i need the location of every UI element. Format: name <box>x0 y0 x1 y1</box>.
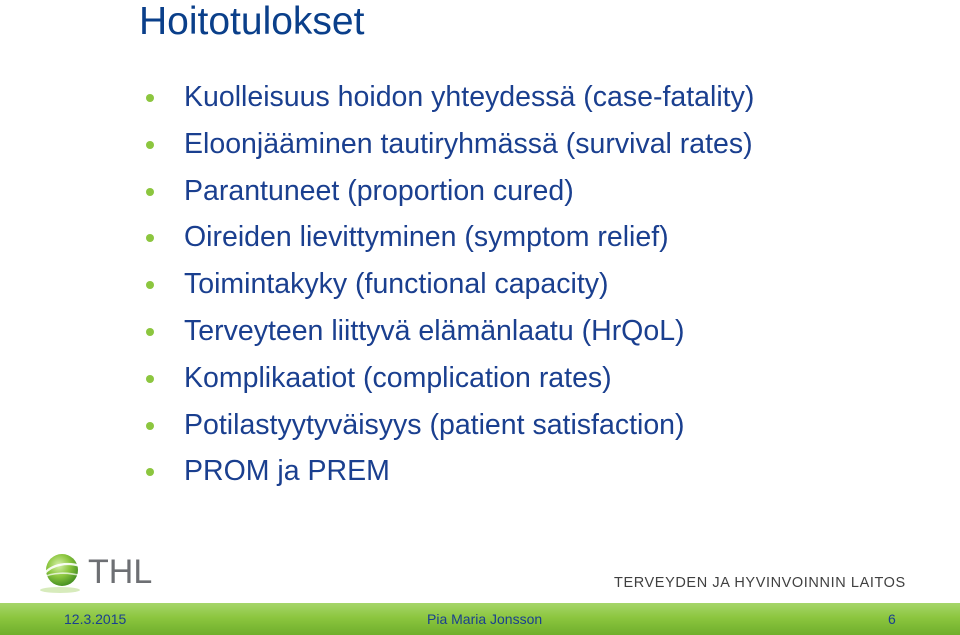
institute-name: TERVEYDEN JA HYVINVOINNIN LAITOS <box>614 575 906 591</box>
bullet-text: Terveyteen liittyvä elämänlaatu (HrQoL) <box>184 314 685 347</box>
bullet-text: Kuolleisuus hoidon yhteydessä (case-fatality) <box>184 81 755 113</box>
bullet-item <box>146 402 754 449</box>
footer-bar <box>0 603 960 635</box>
bullet-item <box>146 261 754 308</box>
bullet-dot-icon <box>146 281 154 289</box>
bullet-dot-icon <box>146 94 154 102</box>
bullet-text: Oireiden lievittyminen (symptom relief) <box>184 221 669 254</box>
bullet-dot-icon <box>146 141 154 149</box>
bullet-dot-icon <box>146 422 154 430</box>
bullet-item <box>146 355 754 402</box>
bullet-dot-icon <box>146 328 154 336</box>
bullet-item <box>146 74 754 121</box>
logo-text: THL <box>88 553 153 591</box>
slide-title: Hoitotulokset <box>139 0 365 43</box>
footer-author: Pia Maria Jonsson <box>427 611 543 627</box>
bullet-dot-icon <box>146 188 154 196</box>
page-number: 6 <box>888 611 896 627</box>
footer-date: 12.3.2015 <box>64 611 127 627</box>
bullet-item <box>146 214 754 261</box>
bullet-dot-icon <box>146 468 154 476</box>
bullet-text: PROM ja PREM <box>184 455 390 488</box>
bullet-list <box>146 74 754 495</box>
globe-icon <box>40 554 82 593</box>
bullet-item <box>146 168 754 215</box>
bullet-text: Eloonjääminen tautiryhmässä (survival rates) <box>184 127 753 160</box>
bullet-text: Parantuneet (proportion cured) <box>184 174 574 207</box>
bullet-text: Komplikaatiot (complication rates) <box>184 361 612 394</box>
bullet-text: Toimintakyky (functional capacity) <box>184 268 609 301</box>
bullet-item <box>146 448 754 495</box>
bullet-item <box>146 308 754 355</box>
bullet-item <box>146 121 754 168</box>
bullet-dot-icon <box>146 234 154 242</box>
thl-logo <box>38 548 168 594</box>
bullet-dot-icon <box>146 375 154 383</box>
bullet-text: Potilastyytyväisyys (patient satisfaction) <box>184 408 685 441</box>
